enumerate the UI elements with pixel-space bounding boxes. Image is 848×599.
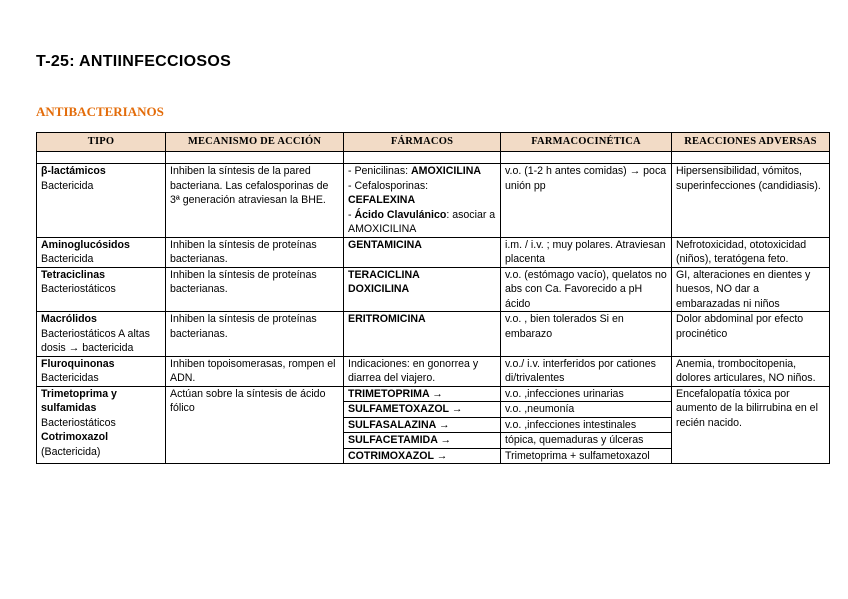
tipo-cell <box>37 386 166 464</box>
reacciones-cell: Anemia, trombocitopenia, dolores articulares, NO niños. <box>672 356 830 386</box>
farmaco-name: AMOXICILINA <box>411 165 482 177</box>
farmacocinetica-cell: v.o./ i.v. interferidos por cationes di/trivalentes <box>501 356 672 386</box>
table-spacer-row <box>37 152 830 164</box>
tipo-cell <box>37 237 166 267</box>
farmacocinetica-cell: v.o. ,infecciones urinarias <box>501 386 672 402</box>
tipo-name: Fluroquinonas <box>41 357 115 370</box>
farmacocinetica-cell: v.o. (1-2 h antes comidas) → poca unión pp <box>501 164 672 238</box>
farmaco-prefix: - Penicilinas: <box>348 165 411 177</box>
farmacocinetica-cell: i.m. / i.v. ; muy polares. Atraviesan placenta <box>501 237 672 267</box>
antibacterial-table <box>36 132 830 464</box>
reacciones-cell: Nefrotoxicidad, ototoxicidad (niños), teratógena feto. <box>672 237 830 267</box>
farmacos-cell <box>344 164 501 238</box>
farmacos-cell: Indicaciones: en gonorrea y diarrea del viajero. <box>344 356 501 386</box>
tipo-sub: Bactericidas <box>41 372 99 384</box>
table-header-row <box>37 133 830 152</box>
farmaco-prefix: - <box>348 208 355 221</box>
farmaco-name: Ácido Clavulánico <box>354 208 447 221</box>
table-row <box>37 312 830 357</box>
mecanismo-cell: Inhiben la síntesis de proteínas bacterianas. <box>166 312 344 357</box>
mecanismo-cell: Inhiben la síntesis de la pared bacteriana. Las cefalosporinas de 3ª generación atraviesan la BHE. <box>166 164 344 238</box>
farmacocinetica-cell: v.o. (estómago vacío), quelatos no abs con Ca. Favorecido a pH ácido <box>501 267 672 312</box>
tipo-name: Tetraciclinas <box>41 268 105 281</box>
tipo-cell <box>37 356 166 386</box>
header-tipo: TIPO <box>37 133 166 152</box>
farmacos-cell: SULFASALAZINA → <box>344 417 501 433</box>
tipo-name: Trimetoprima y sulfamidas <box>41 387 117 414</box>
reacciones-cell: Hipersensibilidad, vómitos, superinfecciones (candidiasis). <box>672 164 830 238</box>
farmacocinetica-cell: tópica, quemaduras y úlceras <box>501 433 672 449</box>
farmacocinetica-cell: v.o. ,neumonía <box>501 402 672 418</box>
header-mecanismo: MECANISMO DE ACCIÓN <box>166 133 344 152</box>
table-row <box>37 267 830 312</box>
farmaco-line <box>348 164 496 179</box>
table-row <box>37 386 830 402</box>
mecanismo-cell: Inhiben la síntesis de proteínas bacterianas. <box>166 267 344 312</box>
farmaco-name: TERACICLINA <box>348 268 420 281</box>
table-row <box>37 164 830 238</box>
header-reacciones: REACCIONES ADVERSAS <box>672 133 830 152</box>
farmaco-line <box>348 179 496 208</box>
header-farmacocinetica: FARMACOCINÉTICA <box>501 133 672 152</box>
farmacos-cell: GENTAMICINA <box>344 237 501 267</box>
tipo-sub: (Bactericida) <box>41 445 101 458</box>
reacciones-cell: Encefalopatía tóxica por aumento de la bilirrubina en el recién nacido. <box>672 386 830 464</box>
mecanismo-cell: Inhiben topoisomerasas, rompen el ADN. <box>166 356 344 386</box>
farmaco-prefix: - Cefalosporinas: <box>348 179 429 192</box>
tipo-name: Macrólidos <box>41 313 97 325</box>
table-row <box>37 356 830 386</box>
table-row <box>37 237 830 267</box>
tipo-name: Cotrimoxazol <box>41 431 109 443</box>
farmaco-name: CEFALEXINA <box>348 194 416 206</box>
section-heading: ANTIBACTERIANOS <box>36 104 164 119</box>
header-farmacos: FÁRMACOS <box>344 133 501 152</box>
farmacocinetica-cell: v.o. ,infecciones intestinales <box>501 417 672 433</box>
tipo-cell <box>37 267 166 312</box>
tipo-sub: Bactericida <box>41 253 94 265</box>
tipo-sub: Bacteriostáticos <box>41 283 116 295</box>
tipo-sub: Bacteriostáticos <box>41 416 116 429</box>
mecanismo-cell: Actúan sobre la síntesis de ácido fólico <box>166 386 344 464</box>
farmacos-cell: SULFAMETOXAZOL → <box>344 402 501 418</box>
tipo-cell <box>37 312 166 357</box>
farmacos-cell: SULFACETAMIDA → <box>344 433 501 449</box>
farmacos-cell <box>344 267 501 312</box>
farmacos-cell: ERITROMICINA <box>344 312 501 357</box>
reacciones-cell: Dolor abdominal por efecto procinético <box>672 312 830 357</box>
farmaco-line <box>348 208 496 237</box>
tipo-cell <box>37 164 166 238</box>
farmacos-cell: COTRIMOXAZOL → <box>344 448 501 464</box>
reacciones-cell: GI, alteraciones en dientes y huesos, NO dar a embarazadas ni niños <box>672 267 830 312</box>
farmacocinetica-cell: v.o. , bien tolerados Si en embarazo <box>501 312 672 357</box>
farmacos-cell: TRIMETOPRIMA → <box>344 386 501 402</box>
tipo-sub: Bactericida <box>41 179 94 192</box>
farmaco-name: DOXICILINA <box>348 283 410 295</box>
mecanismo-cell: Inhiben la síntesis de proteínas bacterianas. <box>166 237 344 267</box>
page-title: T-25: ANTIINFECCIOSOS <box>36 53 232 70</box>
farmacocinetica-cell: Trimetoprima + sulfametoxazol <box>501 448 672 464</box>
farmaco-suffix: : asociar a AMOXICILINA <box>348 208 496 235</box>
tipo-name: β-lactámicos <box>41 165 106 177</box>
tipo-name: Aminoglucósidos <box>41 238 130 251</box>
tipo-sub: Bacteriostáticos A altas dosis → bactericida <box>41 327 150 354</box>
